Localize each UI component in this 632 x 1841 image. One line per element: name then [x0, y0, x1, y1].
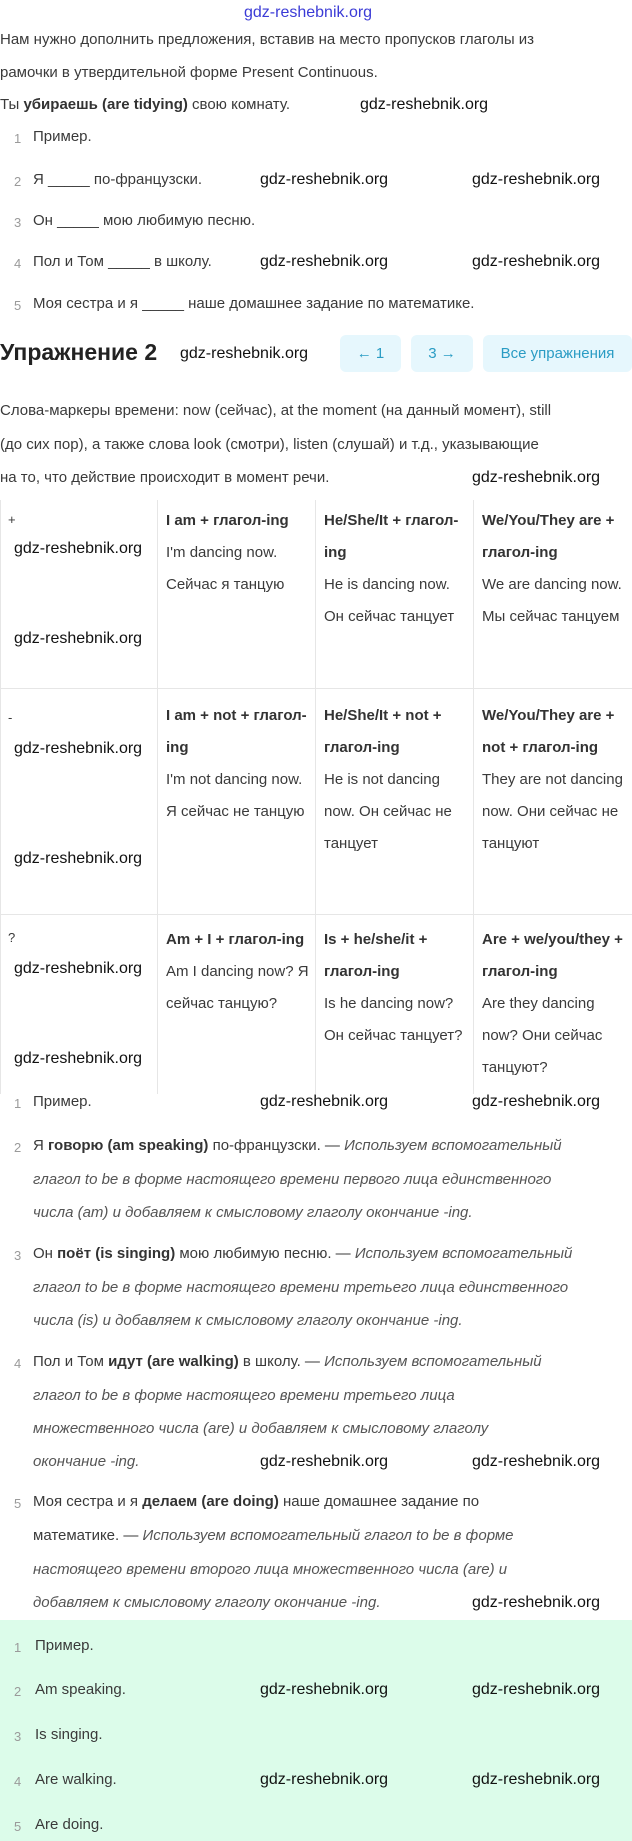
watermark: gdz-reshebnik.org: [260, 1681, 389, 1698]
text-segment: по-французски. —: [208, 1137, 345, 1154]
example-bold: убираешь (are tidying): [23, 96, 188, 113]
markers-line3: на то, что действие происходит в момент речи.: [0, 469, 330, 486]
explanation-item: [33, 1493, 479, 1511]
list-item: Пример.: [33, 128, 92, 145]
answer-item: Are doing.: [35, 1816, 104, 1833]
explanation-item: [33, 1245, 572, 1263]
answer-item: Are walking.: [35, 1771, 117, 1788]
rule: We/You/They are + глагол-ing: [482, 512, 615, 561]
page-title: Упражнение 2: [0, 339, 158, 365]
explanation-line: добавляем к смысловому глаголу окончание -ing.: [33, 1594, 381, 1611]
watermark: gdz-reshebnik.org: [472, 469, 601, 486]
watermark: gdz-reshebnik.org: [260, 253, 389, 270]
text-segment: Используем вспомогательный: [354, 1245, 573, 1262]
text-segment: делаем (are doing): [142, 1493, 279, 1510]
watermark: gdz-reshebnik.org: [14, 630, 143, 647]
list-item: Он _____ мою любимую песню.: [33, 212, 256, 229]
watermark: gdz-reshebnik.org: [260, 1771, 389, 1788]
markers-line1: Слова-маркеры времени: now (сейчас), at the moment (на данный момент), still: [0, 402, 552, 419]
rule: Am + I + глагол-ing: [166, 931, 305, 948]
column-divider: [473, 500, 474, 1094]
watermark: gdz-reshebnik.org: [472, 1594, 601, 1611]
table-cell: [482, 700, 630, 860]
text-segment: идут (are walking): [108, 1353, 239, 1370]
grammar-table: [0, 500, 632, 1094]
text-segment: Он: [33, 1245, 58, 1262]
question-symbol: ?: [8, 930, 16, 945]
item-number: 5: [14, 298, 22, 313]
watermark: gdz-reshebnik.org: [472, 1771, 601, 1788]
example: We are dancing now. Мы сейчас танцуем: [482, 576, 622, 625]
text-segment: наше домашнее задание по: [278, 1493, 480, 1510]
text-segment: Моя сестра и я: [33, 1493, 143, 1510]
explanation-item: [33, 1137, 562, 1155]
intro-text-line2: рамочки в утвердительной форме Present Continuous.: [0, 64, 378, 81]
text-segment: математике. —: [33, 1527, 143, 1544]
watermark: gdz-reshebnik.org: [14, 540, 143, 557]
table-cell: [482, 505, 630, 633]
rule: I am + not + глагол-ing: [166, 707, 307, 756]
item-number: 1: [14, 131, 22, 146]
text-segment: мою любимую песню. —: [175, 1245, 355, 1262]
answer-item: Is singing.: [35, 1726, 103, 1743]
watermark: gdz-reshebnik.org: [472, 253, 601, 270]
explanation-line: глагол to be в форме настоящего времени третьего лица единственного: [33, 1279, 569, 1296]
item-number: 2: [14, 1684, 22, 1699]
item-number: 4: [14, 256, 22, 271]
table-cell: [324, 505, 472, 633]
table-cell: [324, 924, 472, 1052]
item-number: 3: [14, 215, 22, 230]
row-divider: [0, 914, 632, 915]
column-divider: [315, 500, 316, 1094]
text-segment: Используем вспомогательный: [344, 1137, 562, 1154]
watermark: gdz-reshebnik.org: [260, 171, 389, 188]
watermark: gdz-reshebnik.org: [14, 850, 143, 867]
explanation-line: множественного числа (are) и добавляем к смысловому глаголу: [33, 1420, 489, 1437]
example-sentence: [0, 96, 290, 113]
text-segment: Используем вспомогательный глагол to be в форме: [142, 1527, 514, 1544]
text-segment: Пол и Том: [33, 1353, 109, 1370]
watermark: gdz-reshebnik.org: [472, 1093, 601, 1110]
explanation-line: глагол to be в форме настоящего времени первого лица единственного: [33, 1171, 552, 1188]
watermark: gdz-reshebnik.org: [472, 1681, 601, 1698]
example-prefix: Ты: [0, 96, 24, 113]
watermark: gdz-reshebnik.org: [14, 1050, 143, 1067]
list-item: Моя сестра и я _____ наше домашнее задание по математике.: [33, 295, 475, 312]
rule: I am + глагол-ing: [166, 512, 289, 529]
table-cell: [324, 700, 472, 860]
rule: He/She/It + глагол-ing: [324, 512, 459, 561]
prev-exercise-button[interactable]: ← 1: [340, 335, 401, 372]
table-cell: [166, 924, 314, 1020]
item-number: 2: [14, 1140, 22, 1155]
answer-item: Am speaking.: [35, 1681, 126, 1698]
example: Is he dancing now? Он сейчас танцует?: [324, 995, 463, 1044]
explanation-line: числа (am) и добавляем к смысловому глаголу окончание -ing.: [33, 1204, 473, 1221]
item-number: 5: [14, 1496, 22, 1511]
watermark: gdz-reshebnik.org: [180, 345, 309, 362]
watermark: gdz-reshebnik.org: [472, 171, 601, 188]
rule: Are + we/you/they + глагол-ing: [482, 931, 623, 980]
watermark: gdz-reshebnik.org: [14, 960, 143, 977]
rule: He/She/It + not + глагол-ing: [324, 707, 442, 756]
watermark: gdz-reshebnik.org: [244, 4, 373, 21]
example-suffix: свою комнату.: [187, 96, 290, 113]
text-segment: Я: [33, 1137, 48, 1154]
markers-line2: (до сих пор), а также слова look (смотри), listen (слушай) и т.д., указывающие: [0, 436, 539, 453]
example: I'm dancing now. Сейчас я танцую: [166, 544, 285, 593]
row-divider: [0, 688, 632, 689]
watermark: gdz-reshebnik.org: [472, 1453, 601, 1470]
list-item: Пол и Том _____ в школу.: [33, 253, 212, 270]
text-segment: в школу. —: [238, 1353, 325, 1370]
rule: Is + he/she/it + глагол-ing: [324, 931, 428, 980]
item-number: 4: [14, 1356, 22, 1371]
item-number: 2: [14, 174, 22, 189]
explanation-line: окончание -ing.: [33, 1453, 140, 1470]
answers-panel: [0, 1620, 632, 1841]
item-number: 4: [14, 1774, 22, 1789]
table-cell: [482, 924, 630, 1084]
affirmative-symbol: +: [8, 512, 16, 527]
watermark: gdz-reshebnik.org: [360, 96, 489, 113]
all-exercises-button[interactable]: Все упражнения: [483, 335, 632, 372]
explanation-line: числа (is) и добавляем к смысловому глаголу окончание -ing.: [33, 1312, 463, 1329]
negative-symbol: -: [8, 710, 13, 725]
table-cell: [166, 505, 314, 601]
explanation-line: настоящего времени второго лица множественного числа (are) и: [33, 1561, 508, 1578]
watermark: gdz-reshebnik.org: [260, 1453, 389, 1470]
text-segment: говорю (am speaking): [48, 1137, 209, 1154]
intro-text-line1: Нам нужно дополнить предложения, вставив на место пропусков глаголы из: [0, 31, 535, 48]
explanation-line: глагол to be в форме настоящего времени третьего лица: [33, 1387, 455, 1404]
table-border: [0, 500, 1, 1094]
item-number: 3: [14, 1248, 22, 1263]
item-number: 3: [14, 1729, 22, 1744]
column-divider: [157, 500, 158, 1094]
explanation-item: [33, 1353, 542, 1371]
example: He is dancing now. Он сейчас танцует: [324, 576, 455, 625]
list-item: Я _____ по-французски.: [33, 171, 203, 188]
example: He is not dancing now. Он сейчас не танцует: [324, 771, 452, 852]
example: I'm not dancing now. Я сейчас не танцую: [166, 771, 305, 820]
item-number: 1: [14, 1640, 22, 1655]
text-segment: поёт (is singing): [57, 1245, 176, 1262]
item-number: 5: [14, 1819, 22, 1834]
answer-item: Пример.: [35, 1637, 94, 1654]
next-exercise-button[interactable]: 3 →: [411, 335, 473, 372]
table-cell: [166, 700, 314, 828]
example: They are not dancing now. Они сейчас не танцуют: [482, 771, 623, 852]
example: Are they dancing now? Они сейчас танцуют?: [482, 995, 603, 1076]
watermark: gdz-reshebnik.org: [14, 740, 143, 757]
text-segment: Используем вспомогательный: [324, 1353, 542, 1370]
rule: We/You/They are + not + глагол-ing: [482, 707, 615, 756]
explanation-item: Пример.: [33, 1093, 92, 1110]
item-number: 1: [14, 1096, 22, 1111]
watermark: gdz-reshebnik.org: [260, 1093, 389, 1110]
example: Am I dancing now? Я сейчас танцую?: [166, 963, 309, 1012]
